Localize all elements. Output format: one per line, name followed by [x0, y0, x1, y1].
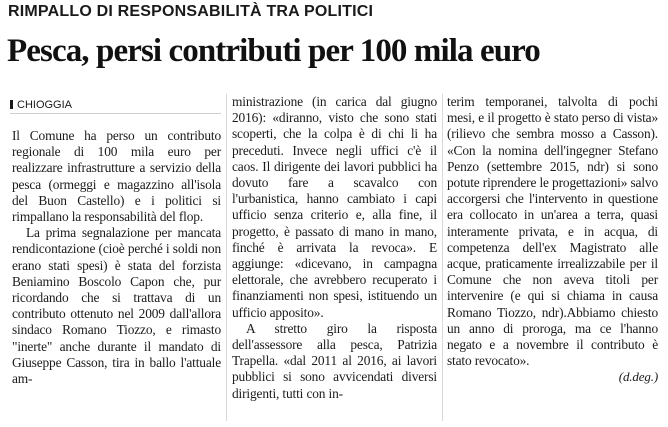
location-tag: CHIOGGIA	[17, 99, 73, 111]
location-tag-bar	[10, 99, 221, 114]
column-3	[447, 94, 658, 386]
paragraph: La prima segnalazione per mancata rendicontazione (cioè perché i soldi non erano stati spesi) è stata del forzista Beniamino Boscolo Capon che, pur ricordando che si trattava di un contributo ottenuto nel 2009 dall'allora sindaco Romano Tiozzo, e rimasto "inerte" anche durante il mandato di Giuseppe Casson, tira in ballo l'attuale am-	[12, 225, 221, 387]
headline: Pesca, persi contributi per 100 mila euro	[7, 33, 540, 69]
paragraph: terim temporanei, talvolta di pochi mesi, e il progetto è stato perso di vista» (rilievo che sembra mosso a Casson). «Con la nomina dell'ingegner Stefano Penzo (settembre 2015, ndr) si sono potute riprendere le progettazioni» salvo accorgersi che l'intervento in questione era collocato in un'area a terra, quasi interamente privata, e in acqua, di competenza dell'ex Magistrato alle acque, praticamente irrealizzabile per il Comune che non aveva titoli per intervenire (e qui si chiama in causa Romano Tiozzo, ndr).Abbiamo chiesto un anno di proroga, ma ce l'hanno negato e a novembre il contributo è stato revocato».	[447, 94, 658, 369]
tag-marker-icon	[10, 100, 13, 109]
paragraph: ministrazione (in carica dal giugno 2016): «diranno, visto che sono stati scoperti, che la colpa è di chi li ha preceduti. Invece negli uffici c'è il caos. Il dirigente dei lavori pubblici ha dovuto fare a scavalco con l'urbanistica, hanno cambiato i capi ufficio senza criterio e, alla fine, il progetto, è passato di mano in mano, finché è arrivata la revoca». E aggiunge: «dicevano, in campagna elettorale, che avrebbero recuperato i finanziamenti non spesi, istituendo un ufficio apposito».	[232, 94, 437, 320]
column-2	[232, 94, 437, 402]
author-signature: (d.deg.)	[618, 369, 658, 385]
paragraph: Il Comune ha perso un contributo regionale di 100 mila euro per realizzare infrastrutture a servizio della pesca (ormeggi e magazzino all'isola del Buon Castello) e i politici si rimpallano la responsabilità del flop.	[12, 128, 221, 225]
kicker: RIMPALLO DI RESPONSABILITÀ TRA POLITICI	[8, 3, 374, 20]
column-divider	[442, 94, 443, 421]
column-1	[12, 128, 221, 387]
paragraph: A stretto giro la risposta dell'assessore alla pesca, Patrizia Trapella. «dal 2011 al 2016, ai lavori pubblici si sono avvicendati diversi dirigenti, tutti con in-	[232, 320, 437, 401]
column-divider	[226, 94, 227, 421]
